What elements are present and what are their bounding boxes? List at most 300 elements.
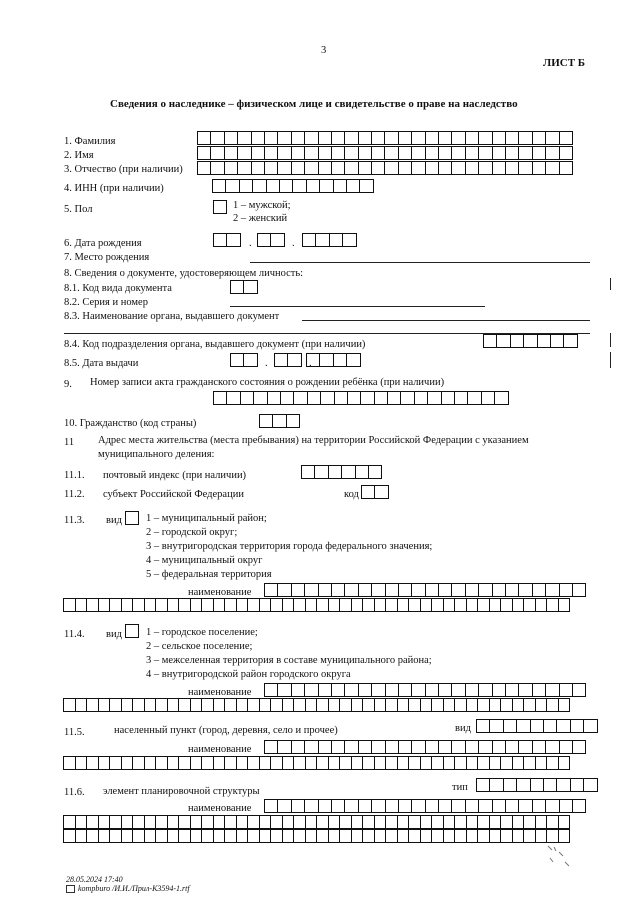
input-cell[interactable] <box>558 698 571 712</box>
settle-kind-field[interactable] <box>125 624 138 638</box>
input-cell[interactable] <box>572 683 586 697</box>
input-cell[interactable] <box>331 799 345 813</box>
input-cell[interactable] <box>230 353 244 367</box>
input-cell[interactable] <box>489 778 503 792</box>
input-cell[interactable] <box>384 146 398 160</box>
input-cell[interactable] <box>454 391 468 405</box>
issue-day-field[interactable] <box>230 353 257 367</box>
input-cell[interactable] <box>358 740 372 754</box>
input-cell[interactable] <box>451 146 465 160</box>
input-cell[interactable] <box>438 799 452 813</box>
input-cell[interactable] <box>331 740 345 754</box>
input-cell[interactable] <box>306 179 320 193</box>
input-cell[interactable] <box>476 778 490 792</box>
input-cell[interactable] <box>478 740 492 754</box>
input-cell[interactable] <box>319 179 333 193</box>
input-cell[interactable] <box>556 719 570 733</box>
input-cell[interactable] <box>368 465 382 479</box>
input-cell[interactable] <box>252 179 266 193</box>
input-cell[interactable] <box>545 683 559 697</box>
input-cell[interactable] <box>384 131 398 145</box>
input-cell[interactable] <box>329 233 343 247</box>
input-cell[interactable] <box>523 334 537 348</box>
mun-kind-field[interactable] <box>125 511 138 525</box>
input-cell[interactable] <box>505 131 519 145</box>
input-cell[interactable] <box>344 740 358 754</box>
input-cell[interactable] <box>257 233 271 247</box>
input-cell[interactable] <box>398 740 412 754</box>
input-cell[interactable] <box>496 334 510 348</box>
input-cell[interactable] <box>291 161 305 175</box>
input-cell[interactable] <box>210 146 224 160</box>
input-cell[interactable] <box>398 683 412 697</box>
input-cell[interactable] <box>318 146 332 160</box>
input-cell[interactable] <box>346 179 360 193</box>
input-cell[interactable] <box>243 353 257 367</box>
input-cell[interactable] <box>318 583 332 597</box>
input-cell[interactable] <box>518 131 532 145</box>
settle-name-field[interactable] <box>264 683 585 697</box>
input-cell[interactable] <box>331 146 345 160</box>
input-cell[interactable] <box>240 391 254 405</box>
input-cell[interactable] <box>532 683 546 697</box>
input-cell[interactable] <box>518 683 532 697</box>
input-cell[interactable] <box>358 161 372 175</box>
input-cell[interactable] <box>398 799 412 813</box>
input-cell[interactable] <box>425 146 439 160</box>
input-cell[interactable] <box>411 146 425 160</box>
input-cell[interactable] <box>125 624 139 638</box>
input-cell[interactable] <box>213 200 227 214</box>
input-cell[interactable] <box>492 131 506 145</box>
plan-name-field-3[interactable] <box>63 829 569 843</box>
input-cell[interactable] <box>264 740 278 754</box>
input-cell[interactable] <box>559 683 573 697</box>
input-cell[interactable] <box>371 683 385 697</box>
input-cell[interactable] <box>264 683 278 697</box>
input-cell[interactable] <box>226 233 240 247</box>
input-cell[interactable] <box>532 740 546 754</box>
input-cell[interactable] <box>226 391 240 405</box>
input-cell[interactable] <box>543 778 557 792</box>
input-cell[interactable] <box>307 391 321 405</box>
plan-type-field[interactable] <box>476 778 597 792</box>
input-cell[interactable] <box>438 683 452 697</box>
input-cell[interactable] <box>344 146 358 160</box>
input-cell[interactable] <box>438 131 452 145</box>
input-cell[interactable] <box>293 391 307 405</box>
input-cell[interactable] <box>530 778 544 792</box>
input-cell[interactable] <box>291 683 305 697</box>
plan-name-field-2[interactable] <box>63 815 569 829</box>
input-cell[interactable] <box>505 146 519 160</box>
input-cell[interactable] <box>503 719 517 733</box>
input-cell[interactable] <box>385 740 399 754</box>
input-cell[interactable] <box>465 740 479 754</box>
input-cell[interactable] <box>465 799 479 813</box>
input-cell[interactable] <box>438 740 452 754</box>
input-cell[interactable] <box>277 161 291 175</box>
input-cell[interactable] <box>197 131 211 145</box>
input-cell[interactable] <box>230 280 244 294</box>
input-cell[interactable] <box>451 161 465 175</box>
input-cell[interactable] <box>291 583 305 597</box>
input-cell[interactable] <box>563 334 577 348</box>
input-cell[interactable] <box>197 161 211 175</box>
input-cell[interactable] <box>243 280 257 294</box>
input-cell[interactable] <box>318 740 332 754</box>
input-cell[interactable] <box>277 131 291 145</box>
input-cell[interactable] <box>572 799 586 813</box>
input-cell[interactable] <box>371 799 385 813</box>
input-cell[interactable] <box>210 131 224 145</box>
input-cell[interactable] <box>344 799 358 813</box>
input-cell[interactable] <box>510 334 524 348</box>
input-cell[interactable] <box>518 740 532 754</box>
input-cell[interactable] <box>559 131 573 145</box>
input-cell[interactable] <box>328 465 342 479</box>
birth-year-field[interactable] <box>302 233 356 247</box>
input-cell[interactable] <box>374 485 388 499</box>
input-cell[interactable] <box>264 583 278 597</box>
input-cell[interactable] <box>318 161 332 175</box>
input-cell[interactable] <box>239 179 253 193</box>
input-cell[interactable] <box>558 756 571 770</box>
input-cell[interactable] <box>572 583 586 597</box>
birth-place-line[interactable] <box>250 262 590 263</box>
input-cell[interactable] <box>358 683 372 697</box>
input-cell[interactable] <box>224 161 238 175</box>
input-cell[interactable] <box>251 161 265 175</box>
input-cell[interactable] <box>358 131 372 145</box>
input-cell[interactable] <box>441 391 455 405</box>
input-cell[interactable] <box>358 583 372 597</box>
input-cell[interactable] <box>559 740 573 754</box>
input-cell[interactable] <box>438 161 452 175</box>
input-cell[interactable] <box>478 131 492 145</box>
input-cell[interactable] <box>518 799 532 813</box>
input-cell[interactable] <box>212 179 226 193</box>
input-cell[interactable] <box>331 131 345 145</box>
input-cell[interactable] <box>532 146 546 160</box>
input-cell[interactable] <box>516 719 530 733</box>
input-cell[interactable] <box>264 131 278 145</box>
input-cell[interactable] <box>545 146 559 160</box>
input-cell[interactable] <box>425 161 439 175</box>
input-cell[interactable] <box>213 233 227 247</box>
input-cell[interactable] <box>277 583 291 597</box>
input-cell[interactable] <box>277 799 291 813</box>
input-cell[interactable] <box>465 583 479 597</box>
input-cell[interactable] <box>505 161 519 175</box>
input-cell[interactable] <box>532 131 546 145</box>
input-cell[interactable] <box>559 161 573 175</box>
input-cell[interactable] <box>274 353 288 367</box>
input-cell[interactable] <box>286 414 300 428</box>
input-cell[interactable] <box>558 815 571 829</box>
input-cell[interactable] <box>344 683 358 697</box>
input-cell[interactable] <box>558 598 571 612</box>
input-cell[interactable] <box>331 583 345 597</box>
locality-name-field-2[interactable] <box>63 756 569 770</box>
input-cell[interactable] <box>478 583 492 597</box>
input-cell[interactable] <box>425 683 439 697</box>
input-cell[interactable] <box>359 179 373 193</box>
input-cell[interactable] <box>371 161 385 175</box>
input-cell[interactable] <box>371 131 385 145</box>
issue-month-field[interactable] <box>274 353 301 367</box>
input-cell[interactable] <box>306 353 320 367</box>
input-cell[interactable] <box>210 161 224 175</box>
input-cell[interactable] <box>411 583 425 597</box>
input-cell[interactable] <box>465 146 479 160</box>
input-cell[interactable] <box>438 583 452 597</box>
input-cell[interactable] <box>411 740 425 754</box>
input-cell[interactable] <box>398 131 412 145</box>
input-cell[interactable] <box>438 146 452 160</box>
input-cell[interactable] <box>545 740 559 754</box>
input-cell[interactable] <box>451 740 465 754</box>
input-cell[interactable] <box>304 131 318 145</box>
input-cell[interactable] <box>494 391 508 405</box>
input-cell[interactable] <box>280 391 294 405</box>
input-cell[interactable] <box>264 146 278 160</box>
input-cell[interactable] <box>398 146 412 160</box>
input-cell[interactable] <box>505 799 519 813</box>
input-cell[interactable] <box>545 131 559 145</box>
patronymic-field[interactable] <box>197 161 572 175</box>
input-cell[interactable] <box>465 683 479 697</box>
doc-code-field[interactable] <box>230 280 257 294</box>
input-cell[interactable] <box>414 391 428 405</box>
region-code-field[interactable] <box>361 485 388 499</box>
input-cell[interactable] <box>559 583 573 597</box>
surname-field[interactable] <box>197 131 572 145</box>
input-cell[interactable] <box>503 778 517 792</box>
input-cell[interactable] <box>331 683 345 697</box>
input-cell[interactable] <box>425 131 439 145</box>
input-cell[interactable] <box>478 161 492 175</box>
input-cell[interactable] <box>253 391 267 405</box>
issue-year-field[interactable] <box>306 353 360 367</box>
input-cell[interactable] <box>344 583 358 597</box>
input-cell[interactable] <box>371 583 385 597</box>
input-cell[interactable] <box>583 778 597 792</box>
input-cell[interactable] <box>476 719 490 733</box>
input-cell[interactable] <box>572 740 586 754</box>
input-cell[interactable] <box>334 391 348 405</box>
input-cell[interactable] <box>213 391 227 405</box>
input-cell[interactable] <box>304 683 318 697</box>
input-cell[interactable] <box>481 391 495 405</box>
input-cell[interactable] <box>451 683 465 697</box>
input-cell[interactable] <box>272 414 286 428</box>
input-cell[interactable] <box>266 179 280 193</box>
input-cell[interactable] <box>318 131 332 145</box>
input-cell[interactable] <box>358 799 372 813</box>
postal-field[interactable] <box>301 465 381 479</box>
input-cell[interactable] <box>358 146 372 160</box>
input-cell[interactable] <box>264 799 278 813</box>
input-cell[interactable] <box>304 146 318 160</box>
input-cell[interactable] <box>451 131 465 145</box>
input-cell[interactable] <box>333 353 347 367</box>
input-cell[interactable] <box>492 740 506 754</box>
input-cell[interactable] <box>304 799 318 813</box>
input-cell[interactable] <box>331 161 345 175</box>
input-cell[interactable] <box>398 161 412 175</box>
input-cell[interactable] <box>425 583 439 597</box>
input-cell[interactable] <box>125 511 139 525</box>
locality-name-field[interactable] <box>264 740 585 754</box>
input-cell[interactable] <box>425 740 439 754</box>
input-cell[interactable] <box>277 146 291 160</box>
input-cell[interactable] <box>291 740 305 754</box>
input-cell[interactable] <box>304 740 318 754</box>
input-cell[interactable] <box>237 131 251 145</box>
input-cell[interactable] <box>518 146 532 160</box>
input-cell[interactable] <box>267 391 281 405</box>
input-cell[interactable] <box>197 146 211 160</box>
input-cell[interactable] <box>304 583 318 597</box>
input-cell[interactable] <box>224 131 238 145</box>
input-cell[interactable] <box>425 799 439 813</box>
input-cell[interactable] <box>492 161 506 175</box>
input-cell[interactable] <box>505 583 519 597</box>
input-cell[interactable] <box>465 161 479 175</box>
birth-day-field[interactable] <box>213 233 240 247</box>
input-cell[interactable] <box>371 740 385 754</box>
input-cell[interactable] <box>224 146 238 160</box>
input-cell[interactable] <box>516 778 530 792</box>
input-cell[interactable] <box>385 683 399 697</box>
input-cell[interactable] <box>492 583 506 597</box>
mun-name-field-2[interactable] <box>63 598 569 612</box>
input-cell[interactable] <box>518 161 532 175</box>
input-cell[interactable] <box>341 465 355 479</box>
input-cell[interactable] <box>304 161 318 175</box>
input-cell[interactable] <box>478 146 492 160</box>
input-cell[interactable] <box>465 131 479 145</box>
input-cell[interactable] <box>259 414 273 428</box>
input-cell[interactable] <box>385 799 399 813</box>
input-cell[interactable] <box>318 683 332 697</box>
input-cell[interactable] <box>344 161 358 175</box>
input-cell[interactable] <box>492 683 506 697</box>
settle-name-field-2[interactable] <box>63 698 569 712</box>
input-cell[interactable] <box>342 233 356 247</box>
input-cell[interactable] <box>451 583 465 597</box>
input-cell[interactable] <box>545 161 559 175</box>
input-cell[interactable] <box>492 146 506 160</box>
input-cell[interactable] <box>543 719 557 733</box>
doc-series-line[interactable] <box>230 306 485 307</box>
issuer-code-field[interactable] <box>483 334 577 348</box>
sex-field[interactable] <box>213 200 226 214</box>
mun-name-field[interactable] <box>264 583 585 597</box>
input-cell[interactable] <box>314 465 328 479</box>
input-cell[interactable] <box>264 161 278 175</box>
input-cell[interactable] <box>570 719 584 733</box>
input-cell[interactable] <box>319 353 333 367</box>
input-cell[interactable] <box>483 334 497 348</box>
input-cell[interactable] <box>301 465 315 479</box>
doc-issuer-line[interactable] <box>302 320 590 321</box>
input-cell[interactable] <box>225 179 239 193</box>
input-cell[interactable] <box>347 391 361 405</box>
input-cell[interactable] <box>291 131 305 145</box>
input-cell[interactable] <box>320 391 334 405</box>
input-cell[interactable] <box>478 683 492 697</box>
input-cell[interactable] <box>371 146 385 160</box>
input-cell[interactable] <box>556 778 570 792</box>
input-cell[interactable] <box>277 740 291 754</box>
name-field[interactable] <box>197 146 572 160</box>
input-cell[interactable] <box>451 799 465 813</box>
input-cell[interactable] <box>279 179 293 193</box>
input-cell[interactable] <box>251 131 265 145</box>
input-cell[interactable] <box>411 131 425 145</box>
input-cell[interactable] <box>545 583 559 597</box>
input-cell[interactable] <box>361 485 375 499</box>
input-cell[interactable] <box>387 391 401 405</box>
input-cell[interactable] <box>398 583 412 597</box>
input-cell[interactable] <box>518 583 532 597</box>
input-cell[interactable] <box>467 391 481 405</box>
input-cell[interactable] <box>344 131 358 145</box>
input-cell[interactable] <box>505 683 519 697</box>
input-cell[interactable] <box>532 583 546 597</box>
input-cell[interactable] <box>287 353 301 367</box>
input-cell[interactable] <box>302 233 316 247</box>
input-cell[interactable] <box>532 161 546 175</box>
input-cell[interactable] <box>292 179 306 193</box>
input-cell[interactable] <box>532 799 546 813</box>
input-cell[interactable] <box>559 146 573 160</box>
input-cell[interactable] <box>374 391 388 405</box>
citizenship-field[interactable] <box>259 414 299 428</box>
input-cell[interactable] <box>570 778 584 792</box>
input-cell[interactable] <box>505 740 519 754</box>
input-cell[interactable] <box>237 161 251 175</box>
input-cell[interactable] <box>277 683 291 697</box>
input-cell[interactable] <box>550 334 564 348</box>
input-cell[interactable] <box>411 799 425 813</box>
input-cell[interactable] <box>315 233 329 247</box>
input-cell[interactable] <box>291 146 305 160</box>
input-cell[interactable] <box>427 391 441 405</box>
input-cell[interactable] <box>583 719 597 733</box>
input-cell[interactable] <box>355 465 369 479</box>
input-cell[interactable] <box>270 233 284 247</box>
input-cell[interactable] <box>251 146 265 160</box>
input-cell[interactable] <box>492 799 506 813</box>
input-cell[interactable] <box>384 161 398 175</box>
input-cell[interactable] <box>360 391 374 405</box>
input-cell[interactable] <box>333 179 347 193</box>
input-cell[interactable] <box>530 719 544 733</box>
birth-month-field[interactable] <box>257 233 284 247</box>
input-cell[interactable] <box>411 683 425 697</box>
input-cell[interactable] <box>537 334 551 348</box>
input-cell[interactable] <box>346 353 360 367</box>
input-cell[interactable] <box>558 829 571 843</box>
input-cell[interactable] <box>411 161 425 175</box>
birth-record-field[interactable] <box>213 391 508 405</box>
input-cell[interactable] <box>400 391 414 405</box>
input-cell[interactable] <box>559 799 573 813</box>
input-cell[interactable] <box>545 799 559 813</box>
